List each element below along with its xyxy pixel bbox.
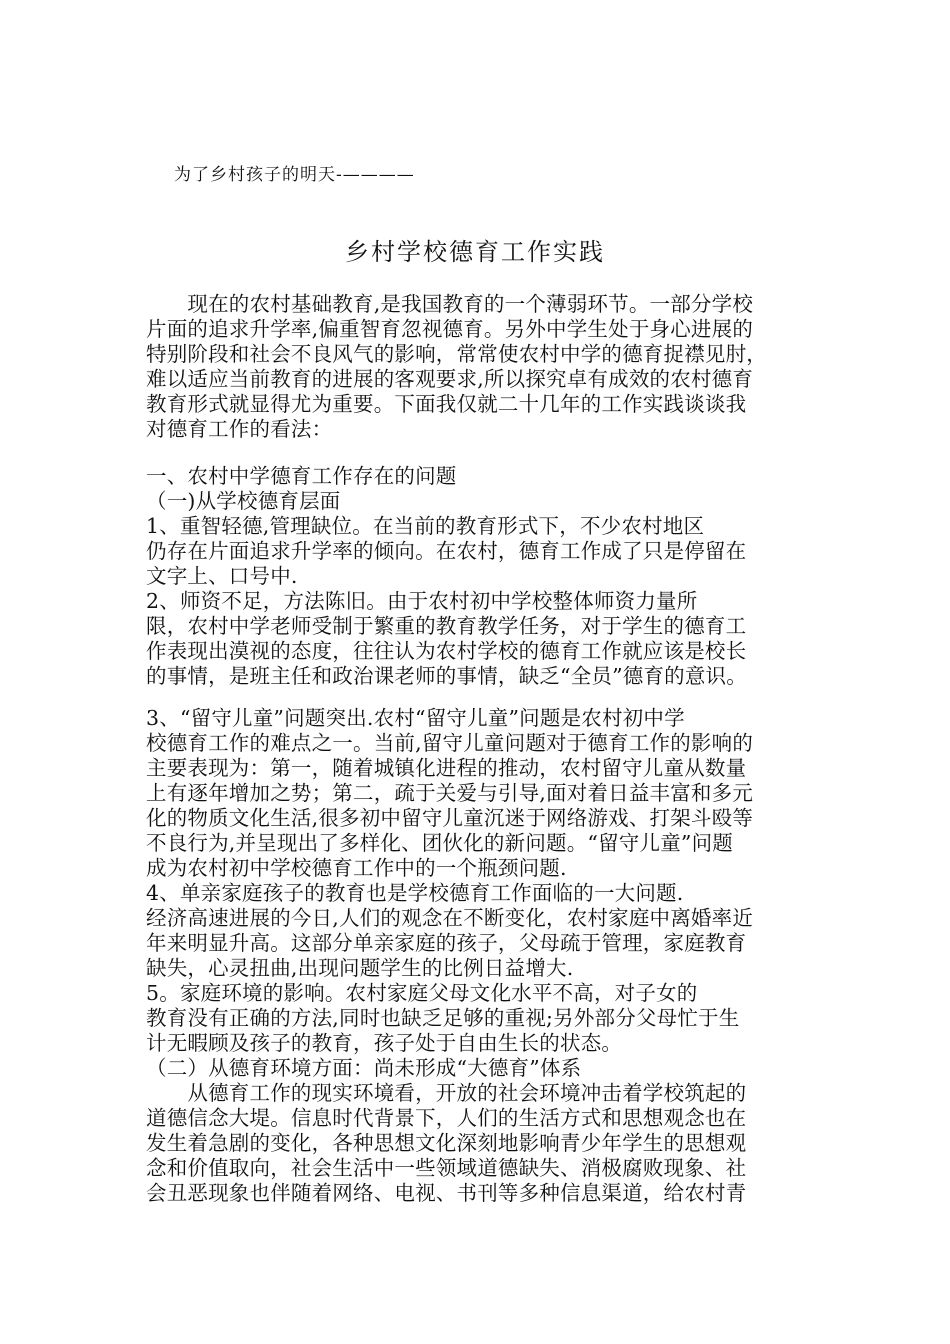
text-line: 教育形式就显得尤为重要。下面我仅就二十几年的工作实践谈谈我 <box>146 392 747 416</box>
text-line: 道德信念大堤。信息时代背景下，人们的生活方式和思想观念也在 <box>146 1106 747 1130</box>
text-line: 发生着急剧的变化，各种思想文化深刻地影响青少年学生的思想观 <box>146 1131 747 1155</box>
document-subtitle: 为了乡村孩子的明天-———— <box>174 165 415 185</box>
text-line: 特别阶段和社会不良风气的影响，常常使农村中学的德育捉襟见肘， <box>146 342 767 366</box>
paragraph-gap <box>146 689 846 706</box>
text-line: 文字上、口号中. <box>146 564 298 588</box>
subsection-heading: （二）从德育环境方面：尚未形成“大德育”体系 <box>146 1056 582 1080</box>
text-line: 2、师资不足，方法陈旧。由于农村初中学校整体师资力量所 <box>146 589 698 613</box>
text-line: 主要表现为：第一，随着城镇化进程的推动，农村留守儿童从数量 <box>146 756 747 780</box>
document-body <box>146 292 846 1206</box>
text-line: 的事情，是班主任和政治课老师的事情，缺乏“全员”德育的意识。 <box>146 664 747 688</box>
text-line: 成为农村初中学校德育工作中的一个瓶颈问题. <box>146 856 567 880</box>
text-line: 经济高速进展的今日,人们的观念在不断变化，农村家庭中离婚率近 <box>146 906 754 930</box>
text-line: 从德育工作的现实环境看，开放的社会环境冲击着学校筑起的 <box>146 1081 747 1105</box>
paragraph-gap <box>146 442 846 464</box>
text-line: 缺失，心灵扭曲,出现问题学生的比例日益增大. <box>146 956 574 980</box>
document-title: 乡村学校德育工作实践 <box>345 238 605 266</box>
text-line: 会丑恶现象也伴随着网络、电视、书刊等多种信息渠道，给农村青 <box>146 1181 747 1205</box>
text-line: 3、“留守儿童”问题突出.农村“留守儿童”问题是农村初中学 <box>146 706 685 730</box>
text-line: 1、重智轻德,管理缺位。在当前的教育形式下，不少农村地区 <box>146 514 705 538</box>
subsection-heading: （一)从学校德育层面 <box>146 489 341 513</box>
text-line: 5。家庭环境的影响。农村家庭父母文化水平不高，对子女的 <box>146 981 698 1005</box>
text-line: 教育没有正确的方法,同时也缺乏足够的重视;另外部分父母忙于生 <box>146 1006 740 1030</box>
text-line: 校德育工作的难点之一。当前,留守儿童问题对于德育工作的影响的 <box>146 731 754 755</box>
text-line: 化的物质文化生活,很多初中留守儿童沉迷于网络游戏、打架斗殴等 <box>146 806 754 830</box>
text-line: 难以适应当前教育的进展的客观要求,所以探究卓有成效的农村德育 <box>146 367 754 391</box>
text-line: 年来明显升高。这部分单亲家庭的孩子，父母疏于管理，家庭教育 <box>146 931 747 955</box>
text-line: 仍存在片面追求升学率的倾向。在农村，德育工作成了只是停留在 <box>146 539 747 563</box>
text-line: 计无暇顾及孩子的教育，孩子处于自由生长的状态。 <box>146 1031 623 1055</box>
section-heading: 一、农村中学德育工作存在的问题 <box>146 464 457 488</box>
text-line: 限，农村中学老师受制于繁重的教育教学任务，对于学生的德育工 <box>146 614 747 638</box>
text-line: 对德育工作的看法： <box>146 417 333 441</box>
text-line: 念和价值取向，社会生活中一些领域道德缺失、消极腐败现象、社 <box>146 1156 747 1180</box>
text-line: 不良行为,并呈现出了多样化、团伙化的新问题。“留守儿童”问题 <box>146 831 733 855</box>
text-line: 4、单亲家庭孩子的教育也是学校德育工作面临的一大问题. <box>146 881 684 905</box>
text-line: 片面的追求升学率,偏重智育忽视德育。另外中学生处于身心进展的 <box>146 317 754 341</box>
text-line: 作表现出漠视的态度，往往认为农村学校的德育工作就应该是校长 <box>146 639 747 663</box>
text-line: 现在的农村基础教育,是我国教育的一个薄弱环节。一部分学校 <box>146 292 754 316</box>
text-line: 上有逐年增加之势；第二，疏于关爱与引导,面对着日益丰富和多元 <box>146 781 754 805</box>
